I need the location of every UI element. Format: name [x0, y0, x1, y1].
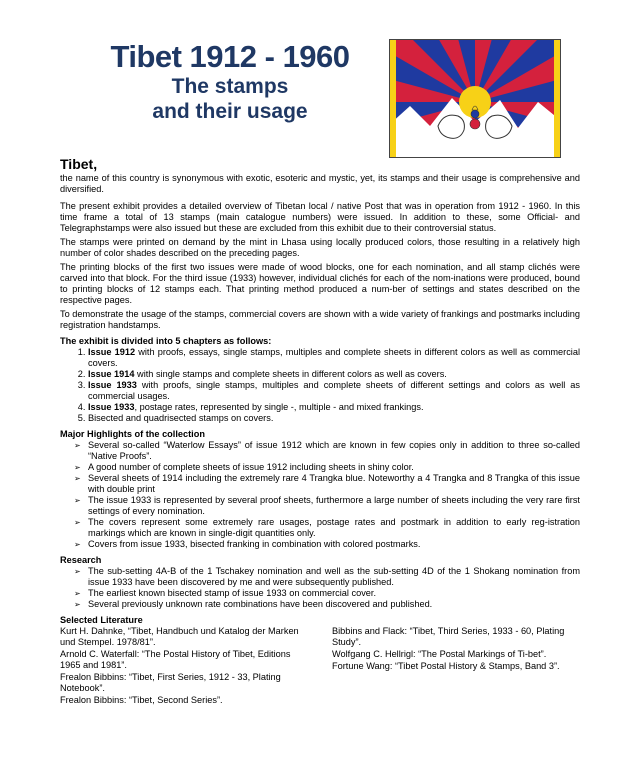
literature-item: Arnold C. Waterfall: “The Postal History of Tibet, Editions 1965 and 1981”.	[60, 649, 291, 670]
subtitle-line-2: and their usage	[152, 100, 308, 123]
literature-heading: Selected Literature	[60, 615, 143, 625]
chapters-heading: The exhibit is divided into 5 chapters as follows:	[60, 336, 272, 346]
chapter-item: 4. Issue 1933, postage rates, represented by single -, multiple - and mixed frankings.	[88, 402, 580, 413]
chapter-item: 5. Bisected and quadrisected stamps on covers.	[88, 413, 580, 424]
research-item: ➢ The sub-setting 4A-B of the 1 Tschakey nomination and well as the sub-setting 4D of the 1 Shokang nomination from issue 1933 have been discovered by me and were subsequently published.	[74, 566, 580, 588]
literature-item: Bibbins and Flack: “Tibet, Third Series, 1933 - 60, Plating Study”.	[332, 626, 565, 647]
research-list	[60, 566, 580, 610]
chapter-item: 1. Issue 1912 with proofs, essays, single stamps, multiples and complete sheets in different colors as well as commercial covers.	[88, 347, 580, 369]
chapters-list	[60, 347, 580, 424]
literature-item: Wolfgang C. Hellrigl: “The Postal Markings of Ti-bet”.	[332, 649, 547, 659]
highlight-item: ➢ Covers from issue 1933, bisected franking in combination with colored postmarks.	[74, 539, 580, 550]
literature-item: Kurt H. Dahnke, “Tibet, Handbuch und Katalog der Marken und Stempel. 1978/81”.	[60, 626, 299, 647]
subtitle-line-1: The stamps	[171, 75, 289, 98]
paragraph: The present exhibit provides a detailed overview of Tibetan local / native Post that was in operation from 1912 - 1960. In this time frame a total of 13 stamps (main catalogue numbers) were issued. In addition to these, some Official- and Telegraphstamps were also issued but these are excluded from this exhibit due to their controversial status.	[60, 201, 580, 233]
document-body	[60, 156, 580, 707]
literature-item: Frealon Bibbins: “Tibet, Second Series”.	[60, 695, 223, 705]
research-heading: Research	[60, 555, 102, 565]
tibetan-flag-icon	[390, 40, 560, 157]
highlight-item: ➢ Several so-called “Waterlow Essays” of issue 1912 which are known in few copies only in addition to three so-called “Native Proofs”.	[74, 440, 580, 462]
tibetan-flag-image	[389, 39, 561, 158]
paragraph: the name of this country is synonymous with exotic, esoteric and mystic, yet, its stamps and their usage is comprehensive and diversified.	[60, 173, 580, 194]
highlight-item: ➢ A good number of complete sheets of issue 1912 including sheets in shiny color.	[74, 462, 580, 473]
intro-heading: Tibet,	[60, 156, 98, 172]
title-block	[60, 40, 400, 124]
page-title: Tibet 1912 - 1960	[110, 39, 350, 74]
paragraph: To demonstrate the usage of the stamps, commercial covers are shown with a wide variety of frankings and postmarks including registration handstamps.	[60, 309, 580, 330]
chapter-item: 2. Issue 1914 with single stamps and complete sheets in different colors as well as covers.	[88, 369, 580, 380]
highlight-item: ➢ Several sheets of 1914 including the extremely rare 4 Trangka blue. Noteworthy a 4 Trangka and 8 Trangka of this issue with double print	[74, 473, 580, 495]
research-item: ➢ Several previously unknown rate combinations have been discovered and published.	[74, 599, 580, 610]
highlight-item: ➢ The issue 1933 is represented by several proof sheets, furthermore a large number of sheets including the very rare first settings of every nomination.	[74, 495, 580, 517]
paragraph: The stamps were printed on demand by the mint in Lhasa using locally produced colors, those resulting in a relatively high number of color shades described on the preceding pages.	[60, 237, 580, 258]
highlight-item: ➢ The covers represent some extremely rare usages, postage rates and postmark in addition to early reg-istration markings which are known in single-digit quantities only.	[74, 517, 580, 539]
literature-right-column	[332, 626, 580, 707]
literature-left-column	[60, 626, 308, 707]
literature-item: Fortune Wang: “Tibet Postal History & Stamps, Band 3”.	[332, 661, 560, 671]
chapter-item: 3. Issue 1933 with proofs, single stamps, multiples and complete sheets of different settings and colors as well as commercial usages.	[88, 380, 580, 402]
literature-columns	[60, 626, 580, 707]
literature-item: Frealon Bibbins: “Tibet, First Series, 1912 - 33, Plating Notebook”.	[60, 672, 281, 693]
research-item: ➢ The earliest known bisected stamp of issue 1933 on commercial cover.	[74, 588, 580, 599]
paragraph: The printing blocks of the first two issues were made of wood blocks, one for each nomination, and all stamp clichés were carved into that block. For the third issue (1933) however, individual clichés for each of the nom-inations were produced, bound to printing blocks of 12 stamps each. That printing method produced a num-ber of settings and states described on the respective pages.	[60, 262, 580, 305]
highlights-list	[60, 440, 580, 550]
highlights-heading: Major Highlights of the collection	[60, 429, 205, 439]
